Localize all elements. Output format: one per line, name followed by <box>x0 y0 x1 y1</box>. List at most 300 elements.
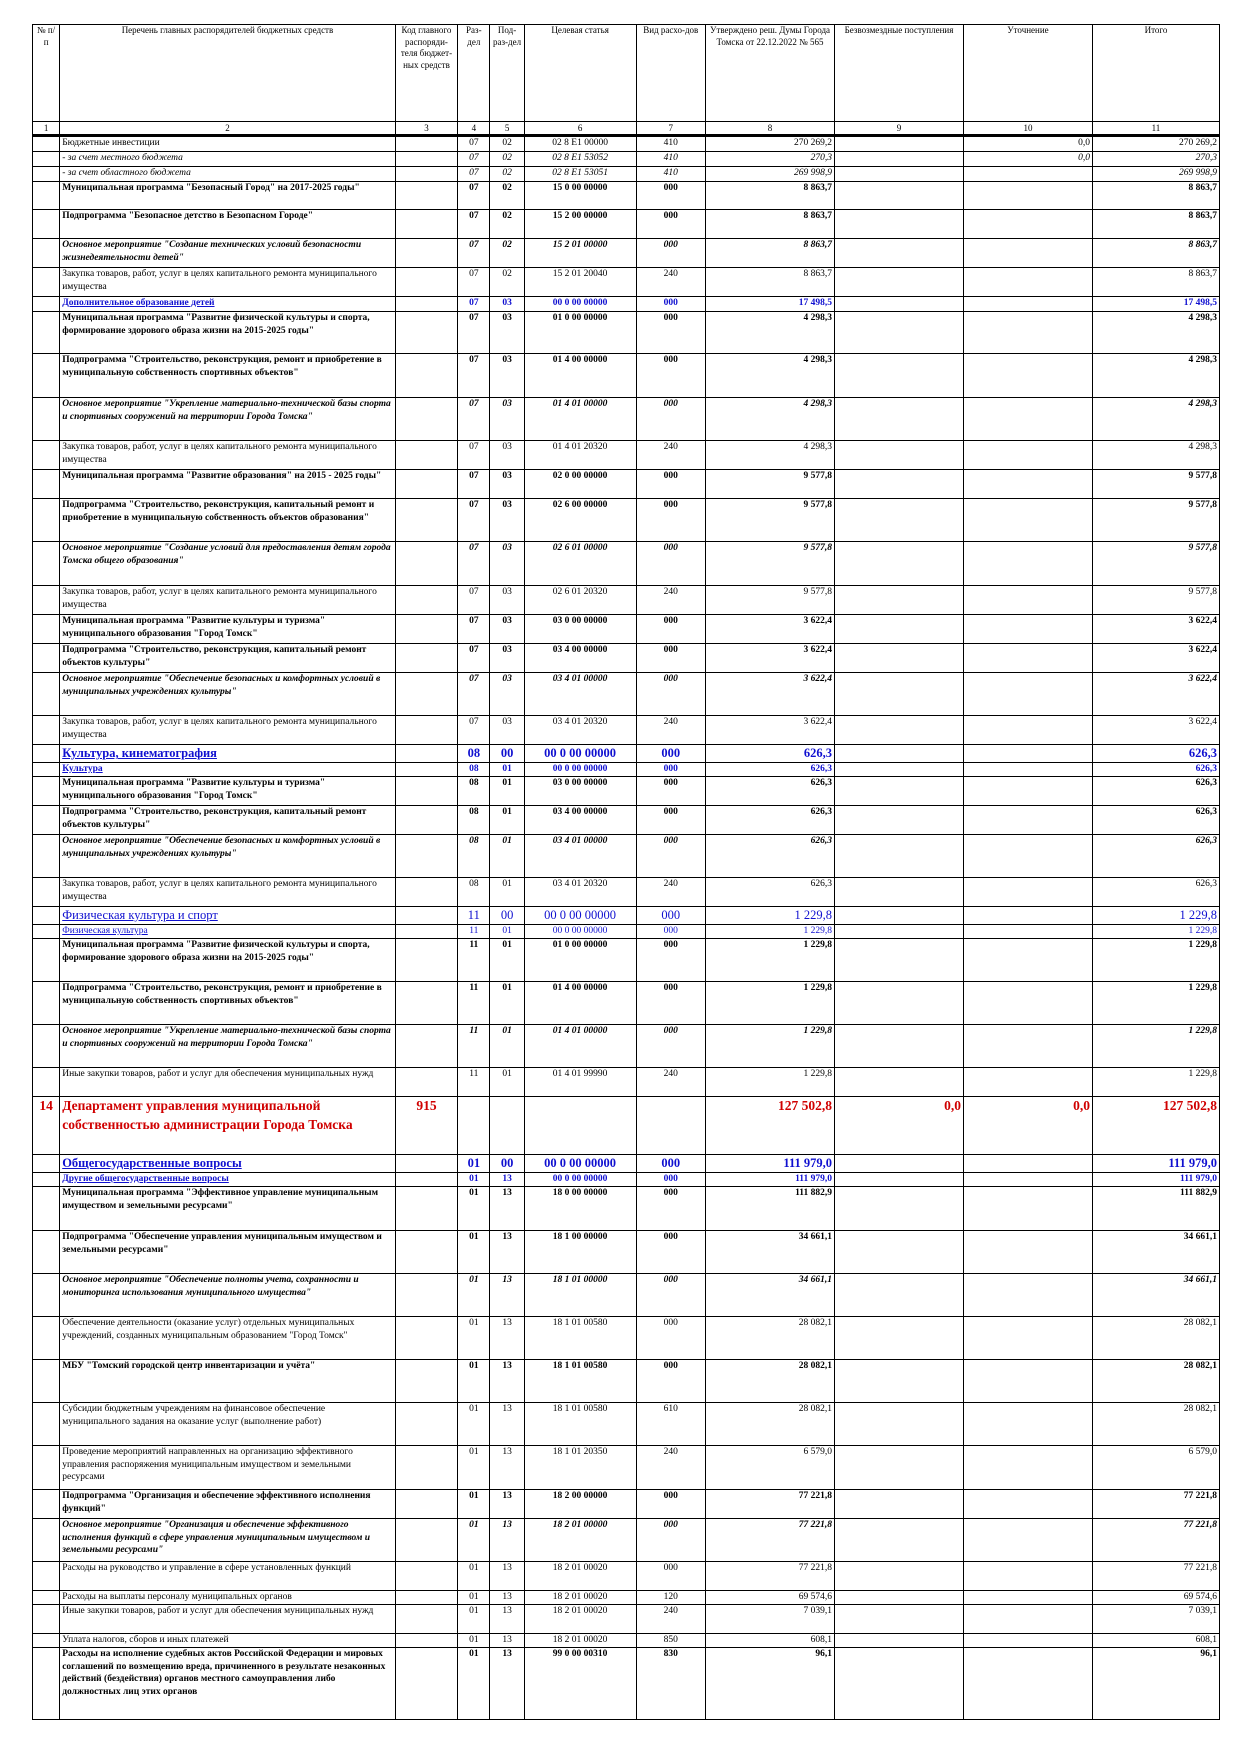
cell-distributor-code <box>395 907 457 925</box>
table-row <box>33 182 1220 210</box>
cell-expense-type: 000 <box>636 1489 706 1518</box>
cell-section: 07 <box>458 312 490 354</box>
cell-distributor-code <box>395 1154 457 1172</box>
cell-adjustment: 0,0 <box>963 136 1092 152</box>
cell-total: 626,3 <box>1092 878 1219 907</box>
cell-subsection: 01 <box>490 878 524 907</box>
cell-section: 08 <box>458 745 490 763</box>
cell-free-receipts <box>835 297 964 312</box>
cell-subsection: 03 <box>490 470 524 499</box>
cell-expense-type: 850 <box>636 1633 706 1647</box>
cell-distributor-name: Департамент управления муниципальной собственностью администрации Города Томска <box>60 1096 396 1154</box>
table-row <box>33 1096 1220 1154</box>
cell-section: 07 <box>458 644 490 673</box>
cell-free-receipts <box>835 136 964 152</box>
cell-total: 626,3 <box>1092 806 1219 835</box>
cell-adjustment <box>963 210 1092 239</box>
cell-adjustment <box>963 1230 1092 1273</box>
cell-adjustment <box>963 297 1092 312</box>
cell-free-receipts <box>835 806 964 835</box>
cell-subsection: 02 <box>490 167 524 182</box>
cell-target-article: 01 4 01 99990 <box>524 1067 636 1096</box>
cell-section: 01 <box>458 1445 490 1489</box>
cell-distributor-code <box>395 644 457 673</box>
table-row <box>33 1230 1220 1273</box>
cell-section: 01 <box>458 1316 490 1359</box>
cell-distributor-name: Иные закупки товаров, работ и услуг для обеспечения муниципальных нужд <box>60 1067 396 1096</box>
cell-section: 07 <box>458 615 490 644</box>
cell-distributor-code <box>395 924 457 938</box>
cell-distributor-name: Подпрограмма "Строительство, реконструкция, ремонт и приобретение в муниципальную собственность спортивных объектов" <box>60 981 396 1024</box>
cell-distributor-name: Подпрограмма "Организация и обеспечение эффективного исполнения функций" <box>60 1489 396 1518</box>
cell-row-number <box>33 499 60 542</box>
cell-subsection: 03 <box>490 398 524 441</box>
cell-total: 34 661,1 <box>1092 1273 1219 1316</box>
cell-total: 4 298,3 <box>1092 441 1219 470</box>
cell-expense-type: 410 <box>636 136 706 152</box>
cell-subsection: 01 <box>490 1067 524 1096</box>
cell-target-article: 00 0 00 00000 <box>524 745 636 763</box>
cell-total: 111 882,9 <box>1092 1186 1219 1230</box>
cell-distributor-name: Субсидии бюджетным учреждениям на финансовое обеспечение муниципального задания на оказание услуг (выполнение работ) <box>60 1402 396 1445</box>
table-header <box>33 25 1220 136</box>
column-number: 2 <box>60 122 396 136</box>
cell-expense-type: 240 <box>636 716 706 745</box>
cell-free-receipts <box>835 1273 964 1316</box>
cell-total: 77 221,8 <box>1092 1518 1219 1561</box>
cell-target-article: 01 0 00 00000 <box>524 312 636 354</box>
cell-section: 07 <box>458 586 490 615</box>
cell-subsection: 13 <box>490 1647 524 1719</box>
table-row <box>33 167 1220 182</box>
cell-distributor-code <box>395 499 457 542</box>
cell-adjustment: 0,0 <box>963 1096 1092 1154</box>
header-distributor-name: Перечень главных распорядителей бюджетных средств <box>60 25 396 122</box>
cell-expense-type: 000 <box>636 644 706 673</box>
cell-approved-amount: 28 082,1 <box>706 1359 835 1402</box>
cell-subsection: 13 <box>490 1273 524 1316</box>
cell-section: 07 <box>458 182 490 210</box>
cell-expense-type: 240 <box>636 1445 706 1489</box>
cell-subsection: 13 <box>490 1590 524 1604</box>
cell-section: 07 <box>458 239 490 268</box>
cell-section: 07 <box>458 716 490 745</box>
cell-target-article: 03 4 01 20320 <box>524 878 636 907</box>
cell-target-article <box>524 1096 636 1154</box>
cell-section: 01 <box>458 1647 490 1719</box>
cell-total: 3 622,4 <box>1092 716 1219 745</box>
cell-expense-type: 240 <box>636 441 706 470</box>
cell-distributor-name: Основное мероприятие "Создание условий для предоставления детям города Томска общего образования" <box>60 542 396 586</box>
cell-total: 1 229,8 <box>1092 1024 1219 1067</box>
cell-total: 3 622,4 <box>1092 644 1219 673</box>
cell-expense-type: 000 <box>636 398 706 441</box>
cell-distributor-name: Расходы на исполнение судебных актов Российской Федерации и мировых соглашений по возмещению вреда, причиненного в результате незаконных действий (бездействия) органов местного самоуправления либо должностных лиц этих органов <box>60 1647 396 1719</box>
cell-total: 270,3 <box>1092 152 1219 167</box>
cell-target-article: 01 4 00 00000 <box>524 981 636 1024</box>
cell-total: 1 229,8 <box>1092 924 1219 938</box>
cell-target-article: 02 0 00 00000 <box>524 470 636 499</box>
cell-distributor-code <box>395 938 457 981</box>
cell-distributor-code <box>395 1024 457 1067</box>
cell-subsection: 03 <box>490 716 524 745</box>
cell-expense-type: 000 <box>636 182 706 210</box>
cell-total: 9 577,8 <box>1092 542 1219 586</box>
cell-approved-amount: 6 579,0 <box>706 1445 835 1489</box>
cell-row-number <box>33 673 60 716</box>
table-row <box>33 1604 1220 1633</box>
table-row <box>33 777 1220 806</box>
cell-subsection: 02 <box>490 182 524 210</box>
cell-free-receipts <box>835 907 964 925</box>
cell-adjustment <box>963 938 1092 981</box>
cell-distributor-code <box>395 398 457 441</box>
cell-expense-type: 120 <box>636 1590 706 1604</box>
cell-expense-type: 000 <box>636 312 706 354</box>
cell-distributor-name: Муниципальная программа "Эффективное управление муниципальным имуществом и земельными ресурсами" <box>60 1186 396 1230</box>
cell-free-receipts <box>835 1518 964 1561</box>
table-row <box>33 297 1220 312</box>
column-number: 6 <box>524 122 636 136</box>
cell-row-number <box>33 806 60 835</box>
header-section: Раз-дел <box>458 25 490 122</box>
cell-adjustment <box>963 1273 1092 1316</box>
cell-total: 270 269,2 <box>1092 136 1219 152</box>
cell-row-number <box>33 835 60 878</box>
cell-section: 11 <box>458 907 490 925</box>
cell-expense-type: 240 <box>636 878 706 907</box>
cell-expense-type: 000 <box>636 1518 706 1561</box>
cell-distributor-code <box>395 1604 457 1633</box>
cell-section: 01 <box>458 1489 490 1518</box>
cell-target-article: 01 4 01 00000 <box>524 398 636 441</box>
cell-subsection: 01 <box>490 763 524 777</box>
cell-section: 01 <box>458 1273 490 1316</box>
cell-expense-type: 000 <box>636 806 706 835</box>
cell-total: 8 863,7 <box>1092 182 1219 210</box>
cell-distributor-name: Закупка товаров, работ, услуг в целях капитального ремонта муниципального имущества <box>60 268 396 297</box>
cell-target-article: 00 0 00 00000 <box>524 1172 636 1186</box>
cell-expense-type: 000 <box>636 470 706 499</box>
cell-section: 11 <box>458 981 490 1024</box>
cell-row-number <box>33 210 60 239</box>
cell-subsection: 01 <box>490 777 524 806</box>
cell-row-number <box>33 644 60 673</box>
cell-section: 01 <box>458 1633 490 1647</box>
column-number: 3 <box>395 122 457 136</box>
table-row <box>33 470 1220 499</box>
cell-distributor-code <box>395 981 457 1024</box>
cell-row-number <box>33 1561 60 1590</box>
cell-row-number <box>33 1647 60 1719</box>
cell-target-article: 00 0 00 00000 <box>524 907 636 925</box>
cell-approved-amount: 626,3 <box>706 777 835 806</box>
table-row <box>33 615 1220 644</box>
cell-adjustment <box>963 470 1092 499</box>
cell-total: 626,3 <box>1092 835 1219 878</box>
cell-approved-amount: 9 577,8 <box>706 499 835 542</box>
cell-target-article: 01 0 00 00000 <box>524 938 636 981</box>
cell-free-receipts <box>835 835 964 878</box>
cell-adjustment <box>963 1647 1092 1719</box>
cell-free-receipts <box>835 542 964 586</box>
cell-approved-amount: 608,1 <box>706 1633 835 1647</box>
cell-subsection <box>490 1096 524 1154</box>
cell-free-receipts <box>835 673 964 716</box>
cell-distributor-code <box>395 1402 457 1445</box>
table-row <box>33 1489 1220 1518</box>
cell-section: 11 <box>458 924 490 938</box>
cell-adjustment <box>963 777 1092 806</box>
cell-distributor-code <box>395 806 457 835</box>
cell-approved-amount: 9 577,8 <box>706 542 835 586</box>
cell-total: 3 622,4 <box>1092 615 1219 644</box>
cell-approved-amount: 8 863,7 <box>706 268 835 297</box>
header-approved-amount: Утверждено реш. Думы Города Томска от 22.12.2022 № 565 <box>706 25 835 122</box>
cell-approved-amount: 1 229,8 <box>706 981 835 1024</box>
cell-approved-amount: 3 622,4 <box>706 716 835 745</box>
table-row <box>33 806 1220 835</box>
cell-total: 4 298,3 <box>1092 398 1219 441</box>
cell-total: 96,1 <box>1092 1647 1219 1719</box>
cell-expense-type <box>636 1096 706 1154</box>
cell-row-number <box>33 716 60 745</box>
table-row <box>33 716 1220 745</box>
cell-target-article: 02 6 01 00000 <box>524 542 636 586</box>
cell-row-number <box>33 441 60 470</box>
cell-approved-amount: 270,3 <box>706 152 835 167</box>
cell-subsection: 13 <box>490 1445 524 1489</box>
cell-subsection: 03 <box>490 312 524 354</box>
cell-section: 07 <box>458 297 490 312</box>
cell-target-article: 18 2 01 00020 <box>524 1604 636 1633</box>
cell-expense-type: 240 <box>636 1067 706 1096</box>
cell-distributor-code <box>395 470 457 499</box>
cell-subsection: 02 <box>490 152 524 167</box>
cell-distributor-code <box>395 167 457 182</box>
table-row <box>33 136 1220 152</box>
cell-subsection: 02 <box>490 136 524 152</box>
cell-target-article: 00 0 00 00000 <box>524 1154 636 1172</box>
cell-expense-type: 000 <box>636 297 706 312</box>
cell-distributor-name: Закупка товаров, работ, услуг в целях капитального ремонта муниципального имущества <box>60 878 396 907</box>
cell-total: 1 229,8 <box>1092 907 1219 925</box>
cell-adjustment <box>963 878 1092 907</box>
cell-distributor-name: Проведение мероприятий направленных на организацию эффективного управления распоряжения муниципальным имуществом и земельными ресурсами <box>60 1445 396 1489</box>
cell-total: 8 863,7 <box>1092 268 1219 297</box>
cell-distributor-code <box>395 210 457 239</box>
cell-free-receipts <box>835 1647 964 1719</box>
column-number: 10 <box>963 122 1092 136</box>
cell-free-receipts <box>835 745 964 763</box>
cell-distributor-name: Культура <box>60 763 396 777</box>
table-row <box>33 763 1220 777</box>
cell-section: 07 <box>458 354 490 398</box>
cell-target-article: 18 1 01 00580 <box>524 1359 636 1402</box>
cell-approved-amount: 4 298,3 <box>706 398 835 441</box>
cell-adjustment <box>963 499 1092 542</box>
cell-adjustment <box>963 441 1092 470</box>
cell-subsection: 13 <box>490 1172 524 1186</box>
cell-approved-amount: 4 298,3 <box>706 312 835 354</box>
cell-row-number <box>33 1273 60 1316</box>
cell-subsection: 13 <box>490 1402 524 1445</box>
cell-section: 08 <box>458 763 490 777</box>
cell-row-number <box>33 924 60 938</box>
cell-section: 07 <box>458 470 490 499</box>
cell-expense-type: 410 <box>636 167 706 182</box>
cell-distributor-code <box>395 835 457 878</box>
cell-distributor-code <box>395 1647 457 1719</box>
cell-free-receipts <box>835 1489 964 1518</box>
cell-approved-amount: 9 577,8 <box>706 586 835 615</box>
cell-approved-amount: 1 229,8 <box>706 938 835 981</box>
cell-distributor-name: Иные закупки товаров, работ и услуг для обеспечения муниципальных нужд <box>60 1604 396 1633</box>
cell-adjustment <box>963 1024 1092 1067</box>
cell-distributor-name: Расходы на руководство и управление в сфере установленных функций <box>60 1561 396 1590</box>
cell-section: 11 <box>458 1067 490 1096</box>
cell-expense-type: 000 <box>636 981 706 1024</box>
cell-section: 01 <box>458 1359 490 1402</box>
cell-expense-type: 000 <box>636 1230 706 1273</box>
cell-distributor-code <box>395 745 457 763</box>
cell-row-number <box>33 167 60 182</box>
cell-row-number <box>33 312 60 354</box>
cell-approved-amount: 96,1 <box>706 1647 835 1719</box>
cell-distributor-code <box>395 1359 457 1402</box>
cell-section: 07 <box>458 673 490 716</box>
cell-subsection: 03 <box>490 586 524 615</box>
cell-row-number <box>33 1518 60 1561</box>
cell-free-receipts <box>835 1359 964 1402</box>
cell-expense-type: 000 <box>636 1186 706 1230</box>
table-row <box>33 1647 1220 1719</box>
cell-target-article: 18 2 01 00020 <box>524 1561 636 1590</box>
table-row <box>33 981 1220 1024</box>
cell-free-receipts <box>835 1633 964 1647</box>
cell-subsection: 01 <box>490 806 524 835</box>
cell-subsection: 03 <box>490 441 524 470</box>
table-row <box>33 1186 1220 1230</box>
table-row <box>33 1518 1220 1561</box>
cell-adjustment <box>963 1561 1092 1590</box>
cell-total: 127 502,8 <box>1092 1096 1219 1154</box>
cell-total: 111 979,0 <box>1092 1154 1219 1172</box>
cell-target-article: 03 4 01 20320 <box>524 716 636 745</box>
cell-row-number <box>33 1067 60 1096</box>
cell-distributor-name: Муниципальная программа "Безопасный Город" на 2017-2025 годы" <box>60 182 396 210</box>
table-row <box>33 1590 1220 1604</box>
cell-total: 17 498,5 <box>1092 297 1219 312</box>
cell-adjustment <box>963 268 1092 297</box>
cell-distributor-name: Основное мероприятие "Обеспечение безопасных и комфортных условий в муниципальных учреждениях культуры" <box>60 835 396 878</box>
column-number: 9 <box>835 122 964 136</box>
cell-adjustment <box>963 239 1092 268</box>
cell-expense-type: 000 <box>636 907 706 925</box>
cell-expense-type: 000 <box>636 239 706 268</box>
cell-distributor-code <box>395 182 457 210</box>
cell-target-article: 02 8 E1 53051 <box>524 167 636 182</box>
cell-approved-amount: 1 229,8 <box>706 907 835 925</box>
cell-free-receipts <box>835 1172 964 1186</box>
cell-target-article: 15 2 00 00000 <box>524 210 636 239</box>
cell-distributor-code <box>395 441 457 470</box>
cell-section: 01 <box>458 1590 490 1604</box>
cell-approved-amount: 1 229,8 <box>706 924 835 938</box>
cell-adjustment <box>963 1154 1092 1172</box>
cell-adjustment <box>963 644 1092 673</box>
cell-adjustment <box>963 835 1092 878</box>
cell-row-number <box>33 354 60 398</box>
cell-target-article: 03 0 00 00000 <box>524 615 636 644</box>
cell-total: 4 298,3 <box>1092 312 1219 354</box>
table-row <box>33 441 1220 470</box>
budget-table <box>32 24 1220 1720</box>
cell-row-number <box>33 1024 60 1067</box>
cell-section: 08 <box>458 777 490 806</box>
cell-target-article: 18 2 01 00020 <box>524 1633 636 1647</box>
cell-expense-type: 830 <box>636 1647 706 1719</box>
cell-section: 01 <box>458 1230 490 1273</box>
cell-approved-amount: 34 661,1 <box>706 1273 835 1316</box>
cell-free-receipts <box>835 1067 964 1096</box>
cell-subsection: 03 <box>490 673 524 716</box>
cell-expense-type: 000 <box>636 1172 706 1186</box>
cell-distributor-code <box>395 878 457 907</box>
cell-free-receipts <box>835 499 964 542</box>
cell-free-receipts <box>835 268 964 297</box>
cell-adjustment <box>963 182 1092 210</box>
cell-adjustment <box>963 1489 1092 1518</box>
cell-distributor-code <box>395 777 457 806</box>
cell-subsection: 01 <box>490 1024 524 1067</box>
cell-adjustment <box>963 1604 1092 1633</box>
cell-row-number <box>33 1230 60 1273</box>
cell-distributor-code <box>395 673 457 716</box>
cell-target-article: 00 0 00 00000 <box>524 297 636 312</box>
cell-adjustment <box>963 1445 1092 1489</box>
cell-free-receipts <box>835 644 964 673</box>
cell-approved-amount: 626,3 <box>706 835 835 878</box>
cell-distributor-name: Закупка товаров, работ, услуг в целях капитального ремонта муниципального имущества <box>60 586 396 615</box>
cell-adjustment <box>963 1067 1092 1096</box>
cell-total: 6 579,0 <box>1092 1445 1219 1489</box>
cell-row-number <box>33 470 60 499</box>
cell-free-receipts <box>835 354 964 398</box>
cell-free-receipts <box>835 615 964 644</box>
cell-target-article: 18 1 01 20350 <box>524 1445 636 1489</box>
cell-target-article: 18 2 00 00000 <box>524 1489 636 1518</box>
cell-row-number <box>33 1604 60 1633</box>
cell-distributor-code <box>395 615 457 644</box>
cell-adjustment <box>963 586 1092 615</box>
cell-total: 626,3 <box>1092 763 1219 777</box>
cell-distributor-name: Подпрограмма "Строительство, реконструкция, капитальный ремонт объектов культуры" <box>60 806 396 835</box>
cell-total: 9 577,8 <box>1092 586 1219 615</box>
cell-distributor-name: Подпрограмма "Безопасное детство в Безопасном Городе" <box>60 210 396 239</box>
cell-total: 1 229,8 <box>1092 938 1219 981</box>
cell-distributor-name: Подпрограмма "Строительство, реконструкция, капитальный ремонт объектов культуры" <box>60 644 396 673</box>
cell-distributor-name: Культура, кинематография <box>60 745 396 763</box>
cell-adjustment <box>963 763 1092 777</box>
cell-target-article: 18 0 00 00000 <box>524 1186 636 1230</box>
cell-expense-type: 610 <box>636 1402 706 1445</box>
cell-total: 77 221,8 <box>1092 1561 1219 1590</box>
cell-adjustment <box>963 1590 1092 1604</box>
cell-approved-amount: 7 039,1 <box>706 1604 835 1633</box>
cell-expense-type: 240 <box>636 586 706 615</box>
cell-expense-type: 240 <box>636 268 706 297</box>
